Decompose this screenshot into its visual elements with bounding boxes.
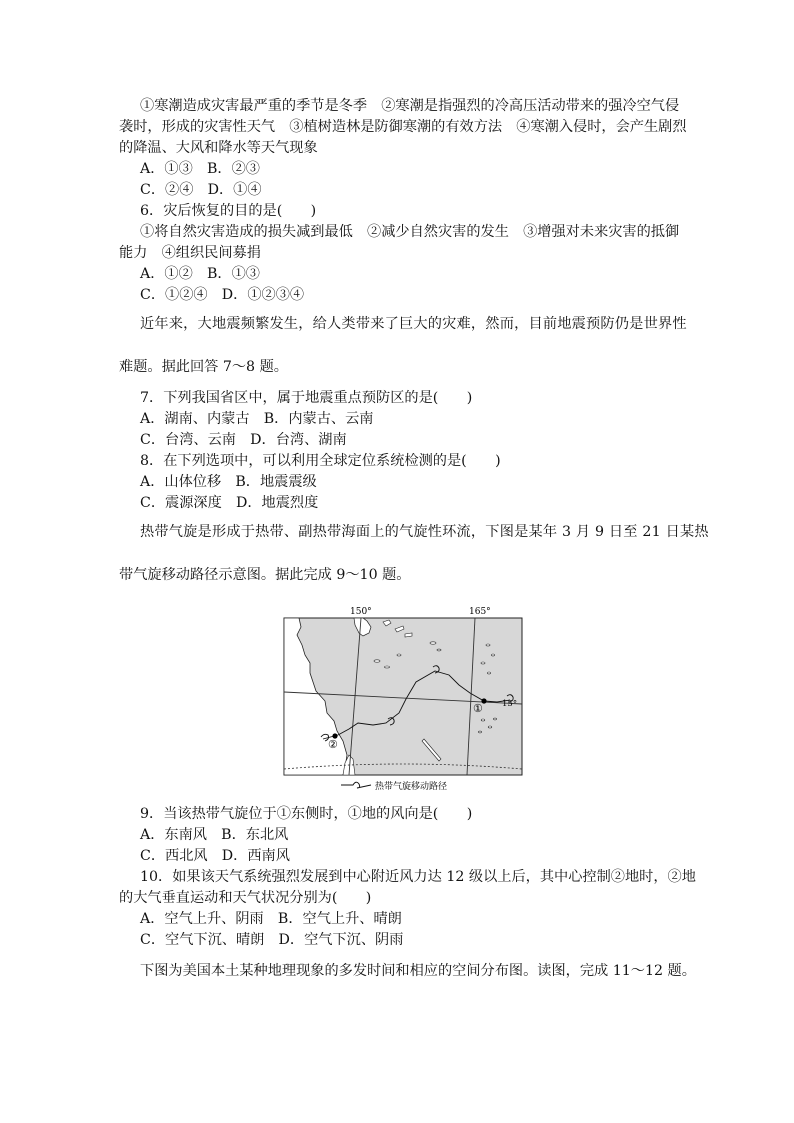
option-line: C．①②④ D．①②③④ [140,287,305,303]
text-line: 袭时，形成的灾害性天气 ③植树造林是防御寒潮的有效方法 ④寒潮入侵时，会产生剧烈 [119,119,687,135]
text-line: ①寒潮造成灾害最严重的季节是冬季 ②寒潮是指强烈的冷高压活动带来的强冷空气侵 [140,98,680,114]
question-9: 9．当该热带气旋位于①东侧时，①地的风向是( ) [140,806,473,822]
option-line: C．空气下沉、晴朗 D．空气下沉、阴雨 [140,932,404,948]
question-7: 7．下列我国省区中，属于地震重点预防区的是( ) [140,390,473,406]
text-line: 的大气垂直运动和天气状况分别为( ) [119,890,372,906]
option-line: A．①② B．①③ [140,266,260,282]
option-line: C．震源深度 D．地震烈度 [140,495,319,511]
cyclone-path-map [283,603,523,793]
passage-line: 带气旋移动路径示意图。据此完成 9～10 题。 [119,567,411,583]
passage-line: 难题。据此回答 7～8 题。 [119,359,288,375]
passage-line: 近年来，大地震频繁发生，给人类带来了巨大的灾难，然而，目前地震预防仍是世界性 [140,316,687,332]
option-line: A．东南风 B．东北风 [140,827,289,843]
map-legend [341,780,447,792]
option-line: C．台湾、云南 D．台湾、湖南 [140,432,347,448]
question-8: 8．在下列选项中，可以利用全球定位系统检测的是( ) [140,453,501,469]
passage-line: 下图为美国本土某种地理现象的多发时间和相应的空间分布图。读图，完成 11～12 题。 [140,963,696,979]
label-point-1: ① [473,702,483,715]
label-165: 165° [469,607,491,617]
text-line: ①将自然灾害造成的损失减到最低 ②减少自然灾害的发生 ③增强对未来灾害的抵御 [140,224,680,240]
label-15: 15° [502,699,518,709]
option-line: A．湖南、内蒙古 B．内蒙古、云南 [140,411,374,427]
option-line: A．山体位移 B．地震震级 [140,474,317,490]
legend-label: 热带气旋移动路径 [375,782,448,792]
text-line: 能力 ④组织民间募捐 [119,245,261,261]
label-point-2: ② [328,738,338,751]
question-6: 6．灾后恢复的目的是( ) [140,203,317,219]
text-line: 的降温、大风和降水等天气现象 [119,140,318,156]
option-line: C．②④ D．①④ [140,182,262,198]
option-line: A．①③ B．②③ [140,161,260,177]
label-150: 150° [350,607,372,617]
passage-line: 热带气旋是形成于热带、副热带海面上的气旋性环流，下图是某年 3 月 9 日至 21 日某热 [140,524,709,540]
legend-symbol [341,782,371,788]
option-line: C．西北风 D．西南风 [140,848,290,864]
option-line: A．空气上升、阴雨 B．空气上升、晴朗 [140,911,402,927]
question-10: 10．如果该天气系统强烈发展到中心附近风力达 12 级以上后，其中心控制②地时，②地 [140,869,696,885]
